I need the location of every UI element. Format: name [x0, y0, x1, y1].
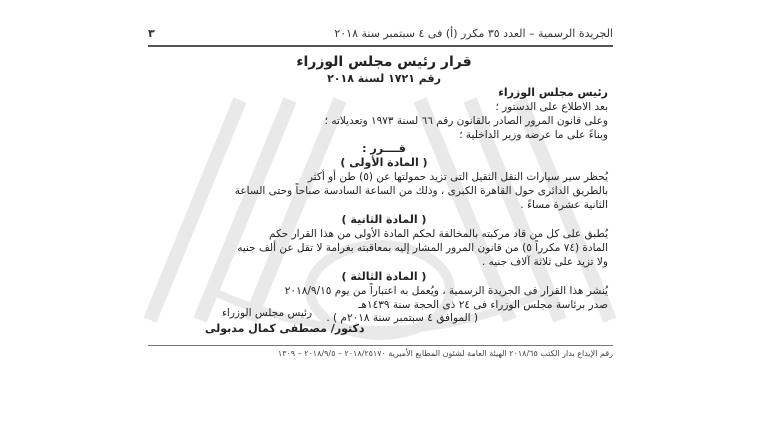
- article-text-line: يُطبق على كل من قاد مركبته بالمخالفة لحكم المادة الأولى من هذا القرار حكم: [268, 228, 608, 240]
- article-text-line: الثانية عشرة مساءً .: [520, 199, 608, 211]
- issued-at: صدر برئاسة مجلس الوزراء فى ٢٤ ذى الحجة سنة ١٤٣٩هـ: [358, 299, 608, 311]
- article-text-line: ولا تزيد على ثلاثة آلاف جنيه .: [481, 256, 608, 268]
- article-text-line: بالطريق الدائرى حول القاهرة الكبرى ، وذلك من الساعة السادسة صباحاً وحتى الساعة: [234, 185, 608, 197]
- issuer: رئيس مجلس الوزراء: [498, 86, 608, 99]
- signature-title: رئيس مجلس الوزراء: [222, 307, 313, 319]
- decree-title: قرار رئيس مجلس الوزراء: [296, 54, 472, 70]
- decides-heading: قــــرر :: [362, 142, 406, 155]
- running-title: الجريدة الرسمية – العدد ٣٥ مكرر (أ) فى ٤ سبتمبر سنة ٢٠١٨: [334, 27, 613, 40]
- page-number: ٣: [148, 27, 155, 40]
- footer-rule: [148, 345, 613, 346]
- article-text-line: يُنشر هذا القرار فى الجريدة الرسمية ، ويُعمل به اعتباراً من يوم ٢٠١٨/٩/١٥: [284, 285, 608, 297]
- article-heading: ( المادة الثانية ): [341, 213, 427, 226]
- preamble-line: وعلى قانون المرور الصادر بالقانون رقم ٦٦ لسنة ١٩٧٣ وتعديلاته ؛: [324, 115, 608, 127]
- article-heading: ( المادة الأولى ): [340, 156, 428, 169]
- article-text-line: يُحظر سير سيارات النقل الثقيل التى تزيد حمولتها عن (٥) طن أو أكثر: [307, 171, 608, 183]
- signatory-name: دكتور/ مصطفى كمال مدبولى: [205, 322, 365, 335]
- gregorian-date: ( الموافق ٤ سبتمبر سنة ٢٠١٨م ) .: [326, 312, 478, 324]
- preamble-line: بعد الاطلاع على الدستور ؛: [495, 101, 608, 113]
- header-rule: [148, 45, 613, 47]
- article-text-line: المادة (٧٤ مكرراً ٥) من قانون المرور المشار إليه بمعاقبته بغرامة لا تقل عن ألف جنيه: [237, 242, 608, 254]
- article-heading: ( المادة الثالثة ): [341, 270, 427, 283]
- decree-number: رقم ١٧٢١ لسنة ٢٠١٨: [327, 72, 441, 85]
- preamble-line: وبناءً على ما عرضه وزير الداخلية ؛: [459, 129, 608, 141]
- running-header: [148, 27, 613, 40]
- printing-imprint: رقم الإيداع بدار الكتب ٢٠١٨/٦٥ الهيئة العامة لشئون المطابع الأميرية ٢٠١٨/٢٥١٧٠ – ٢٠١٨/٩/٥ – ١٣٠٩: [277, 349, 613, 358]
